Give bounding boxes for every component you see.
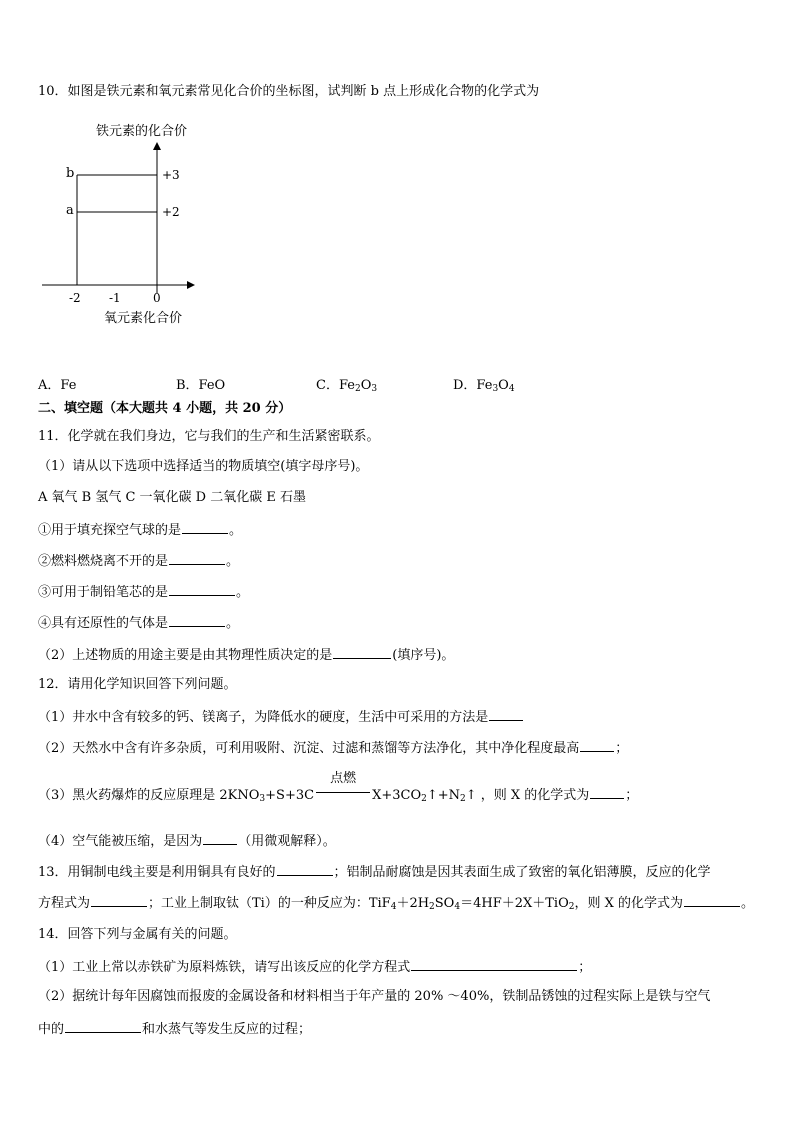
opt-c-sub1: 2 <box>354 384 361 394</box>
opt-d-sub1: 3 <box>492 384 499 394</box>
opt-d-sub2: 4 <box>508 384 515 394</box>
q13-blank3[interactable] <box>684 893 740 907</box>
q10-stem: 10．如图是铁元素和氧元素常见化合价的坐标图，试判断 b 点上形成化合物的化学式为 <box>38 84 540 99</box>
q12-part3-mid1: +S+3C <box>265 788 315 803</box>
opt-d-prefix: D．Fe <box>453 378 493 393</box>
q12-part4 <box>38 831 336 851</box>
q14-blank1[interactable] <box>411 957 577 971</box>
q12-sub3: 2 <box>460 794 466 804</box>
q12-part4-text: （4）空气能被压缩，是因为 <box>38 834 203 849</box>
q12-part4-end: （用微观解释）。 <box>238 834 336 849</box>
q10-option-a[interactable]: A．Fe <box>38 378 77 393</box>
q14-part1-end: ； <box>578 960 592 975</box>
q11-part2-text: （2）上述物质的用途主要是由其物理性质决定的是 <box>38 648 333 663</box>
q11-blank1[interactable] <box>182 520 228 534</box>
reaction-condition: 点燃 <box>330 771 357 786</box>
q13-line2-c: ＋2H <box>396 896 430 911</box>
valence-chart <box>30 115 250 335</box>
q11-item1-end: 。 <box>229 523 243 538</box>
point-b-label: b <box>66 166 75 181</box>
q11-part2 <box>38 645 454 665</box>
q12-part3-mid2: X+3CO <box>372 788 422 803</box>
q11-choices: A 氧气 B 氢气 C 一氧化碳 D 二氧化碳 E 石墨 <box>38 490 306 505</box>
q11-blank5[interactable] <box>333 645 391 659</box>
q14-part1 <box>38 957 591 977</box>
q12-blank1[interactable] <box>489 707 523 721</box>
q11-item3-text: ③可用于制铅笔芯的是 <box>38 585 169 600</box>
q12-part1-text: （1）井水中含有较多的钙、镁离子，为降低水的硬度，生活中可采用的方法是 <box>38 710 489 725</box>
q11-item1 <box>38 520 242 540</box>
q13-blank1[interactable] <box>277 862 333 876</box>
q10-option-c[interactable] <box>316 374 377 394</box>
q11-item1-text: ①用于填充探空气球的是 <box>38 523 182 538</box>
q13-line2 <box>38 893 754 916</box>
q12-blank3[interactable] <box>590 785 624 799</box>
q14-part2-b: 中的 <box>38 1022 65 1037</box>
q14-part2-cont <box>38 1019 311 1039</box>
q14-part1-text: （1）工业上常以赤铁矿为原料炼铁，请写出该反应的化学方程式 <box>38 960 411 975</box>
q14-stem: 14．回答下列与金属有关的问题。 <box>38 927 237 942</box>
q13-blank2[interactable] <box>91 893 147 907</box>
q11-part2-end: (填序号)。 <box>392 648 455 663</box>
reaction-arrow <box>314 771 372 802</box>
opt-c-sub2: 3 <box>371 384 378 394</box>
q14-part2: （2）据统计每年因腐蚀而报废的金属设备和材料相当于年产量的 20% ～40%，铁制品锈蚀的过程实际上是铁与空气 <box>38 989 711 1004</box>
q11-item4 <box>38 613 239 633</box>
q12-part3-pre: （3）黑火药爆炸的反应原理是 2KNO <box>38 788 260 803</box>
q11-item3 <box>38 582 249 602</box>
q13-line2-a: 方程式为 <box>38 896 91 911</box>
q11-item2-end: 。 <box>226 554 240 569</box>
point-a-label: a <box>66 203 74 218</box>
q13-line1-a: 13．用铜制电线主要是利用铜具有良好的 <box>38 865 276 880</box>
q13-line2-e: ＝4HF＋2X＋TiO <box>460 896 569 911</box>
q13-line2-f: ，则 X 的化学式为 <box>574 896 683 911</box>
q12-part3-end: ； <box>625 788 639 803</box>
q14-blank2[interactable] <box>65 1019 141 1033</box>
x-tick-0: 0 <box>153 291 161 305</box>
reaction-bar <box>316 792 370 793</box>
q11-item2 <box>38 551 239 571</box>
q12-sub2: 2 <box>421 794 427 804</box>
q11-blank4[interactable] <box>169 613 225 627</box>
q13-line2-b: ；工业上制取钛（Ti）的一种反应为：TiF <box>148 896 391 911</box>
y-tick-plus2: +2 <box>162 205 180 219</box>
q12-stem: 12．请用化学知识回答下列问题。 <box>38 677 237 692</box>
q12-part3-mid4: ↑ ，则 X 的化学式为 <box>465 788 590 803</box>
q13-line1-b: ；铝制品耐腐蚀是因其表面生成了致密的氧化铝薄膜，反应的化学 <box>333 865 711 880</box>
q13-line1 <box>38 862 711 882</box>
q12-part2-text: （2）天然水中含有许多杂质，可利用吸附、沉淀、过滤和蒸馏等方法净化，其中净化程度最高 <box>38 741 580 756</box>
x-tick-neg1: -1 <box>109 291 121 305</box>
q12-blank2[interactable] <box>580 738 614 752</box>
x-axis-label: 氧元素化合价 <box>104 311 183 326</box>
q12-part3-mid3: ↑+N <box>426 788 461 803</box>
q10-option-d[interactable] <box>453 374 515 394</box>
q12-sub1: 3 <box>259 794 266 804</box>
q12-part3 <box>38 771 639 808</box>
y-axis-label: 铁元素的化合价 <box>96 124 188 139</box>
q11-part1: （1）请从以下选项中选择适当的物质填空(填字母序号)。 <box>38 459 369 474</box>
q13-line2-g: 。 <box>741 896 755 911</box>
q14-part2-c: 和水蒸气等发生反应的过程； <box>142 1022 312 1037</box>
q13-sub2: 2 <box>429 902 435 912</box>
q11-stem: 11．化学就在我们身边，它与我们的生产和生活紧密联系。 <box>38 429 380 444</box>
q13-sub4: 2 <box>568 902 575 912</box>
q11-item2-text: ②燃料燃烧离不开的是 <box>38 554 169 569</box>
q11-blank2[interactable] <box>169 551 225 565</box>
q11-item4-text: ④具有还原性的气体是 <box>38 616 169 631</box>
section-title: 二、填空题（本大题共 4 小题，共 20 分） <box>38 401 292 416</box>
q11-item3-end: 。 <box>236 585 250 600</box>
q13-sub1: 4 <box>390 902 397 912</box>
opt-c-mid: O <box>360 378 372 393</box>
q13-sub3: 4 <box>454 902 461 912</box>
opt-d-mid: O <box>498 378 509 393</box>
q13-line2-d: SO <box>434 896 455 911</box>
x-tick-neg2: -2 <box>69 291 81 305</box>
q10-option-b[interactable]: B．FeO <box>176 378 226 393</box>
q12-part2-end: ； <box>615 741 629 756</box>
q12-part2 <box>38 738 628 758</box>
q12-blank4[interactable] <box>203 831 237 845</box>
opt-c-prefix: C．Fe <box>316 378 355 393</box>
q11-blank3[interactable] <box>169 582 235 596</box>
q11-item4-end: 。 <box>226 616 240 631</box>
q12-part1 <box>38 707 524 727</box>
y-tick-plus3: +3 <box>162 168 180 182</box>
